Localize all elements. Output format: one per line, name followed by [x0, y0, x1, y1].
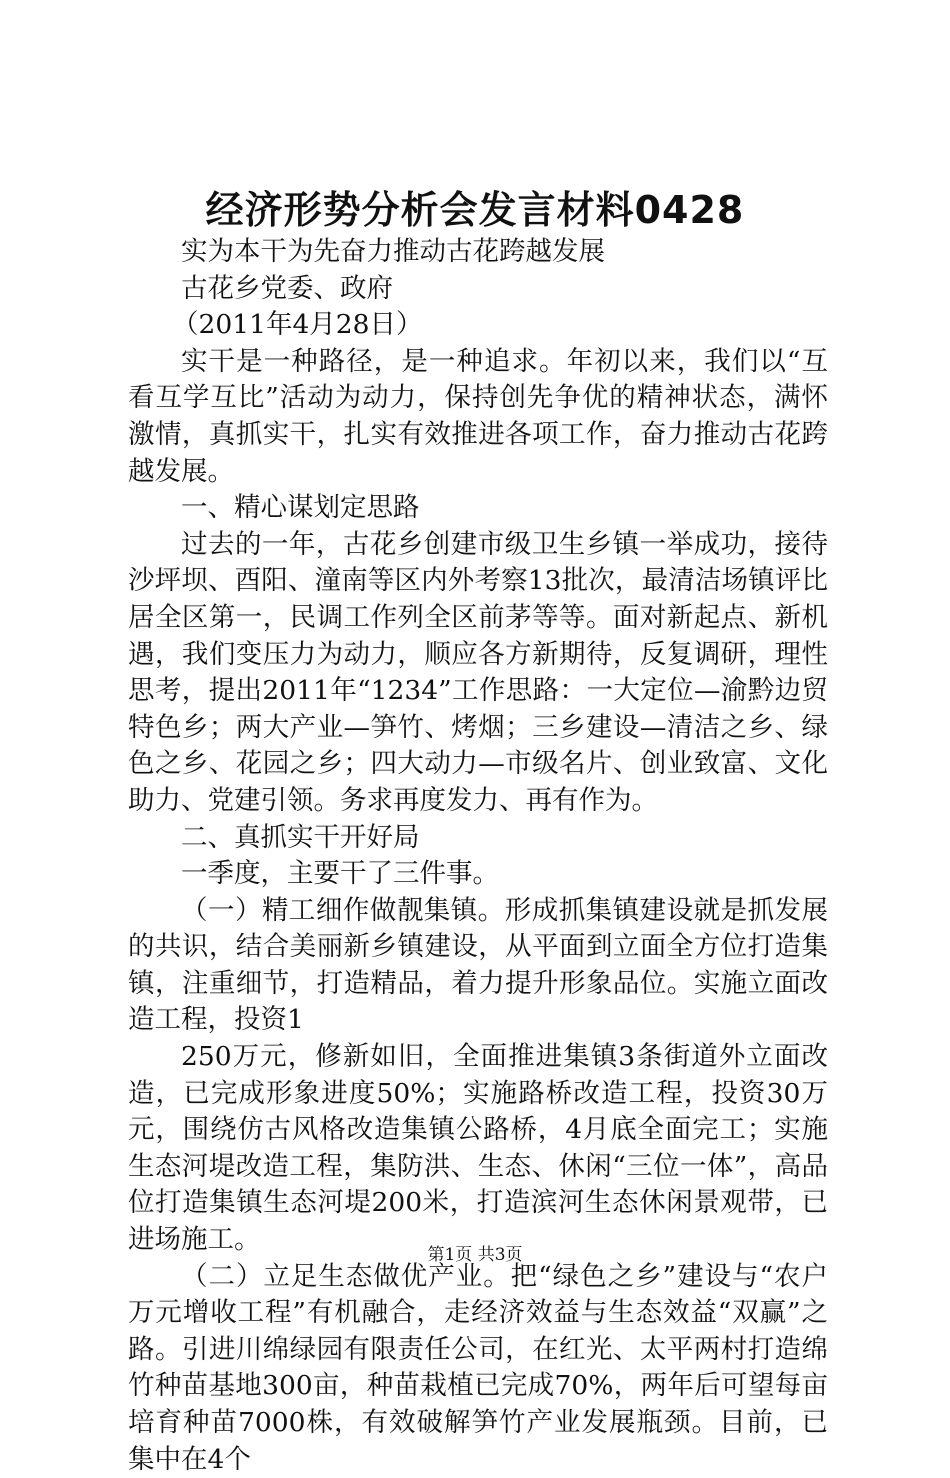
subtitle-paragraph: 实为本干为先奋力推动古花跨越发展 — [181, 236, 605, 267]
document-title: 经济形势分析会发言材料0428 — [205, 188, 745, 232]
body-paragraph: 实干是一种路径，是一种追求。年初以来，我们以“互看互学互比”活动为动力，保持创先争优的精神状态，满怀激情，真抓实干，扎实有效推进各项工作，奋力推动古花跨越发展。 — [128, 345, 828, 487]
body-paragraph: 过去的一年，古花乡创建市级卫生乡镇一举成功，接待沙坪坝、酉阳、潼南等区内外考察13批次，最清洁场镇评比居全区第一，民调工作列全区前茅等等。面对新起点、新机遇，我们变压力为动力，顺应各方新期待，反复调研，理性思考，提出2011年“1234”工作思路：一大定位—渝黔边贸特色乡；两大产业—笋竹、烤烟；三乡建设—清洁之乡、绿色之乡、花园之乡；四大动力—市级名片、创业致富、文化助力、党建引领。务求再度发力、再有作为。 — [128, 528, 828, 816]
body-paragraph: 一季度，主要干了三件事。 — [181, 858, 499, 890]
page-number-footer: 第1页 共3页 — [427, 1245, 523, 1265]
body-paragraph: （一）精工细作做靓集镇。形成抓集镇建设就是抓发展的共识，结合美丽新乡镇建设，从平面到立面全方位打造集镇，注重细节，打造精品，着力提升形象品位。实施立面改造工程，投资1 — [128, 894, 828, 1036]
document-body — [128, 234, 828, 1478]
section-heading: 二、真抓实干开好局 — [181, 821, 420, 853]
author-paragraph: 古花乡党委、政府 — [181, 272, 393, 304]
body-paragraph: （二）立足生态做优产业。把“绿色之乡”建设与“农户万元增收工程”有机融合，走经济效益与生态效益“双赢”之路。引进川绵绿园有限责任公司，在红光、太平两村打造绵竹种苗基地300亩，种苗栽植已完成70%，两年后可望每亩培育种苗7000株，有效破解笋竹产业发展瓶颈。目前，已集中在4个 — [128, 1260, 828, 1475]
section-heading: 一、精心谋划定思路 — [181, 492, 420, 524]
date-paragraph: （2011年4月28日） — [172, 309, 423, 341]
body-paragraph: 250万元，修新如旧，全面推进集镇3条街道外立面改造，已完成形象进度50%；实施路桥改造工程，投资30万元，围绕仿古风格改造集镇公路桥，4月底全面完工；实施生态河堤改造工程，集防洪、生态、休闲“三位一体”，高品位打造集镇生态河堤200米，打造滨河生态休闲景观带，已进场施工。 — [128, 1041, 828, 1256]
